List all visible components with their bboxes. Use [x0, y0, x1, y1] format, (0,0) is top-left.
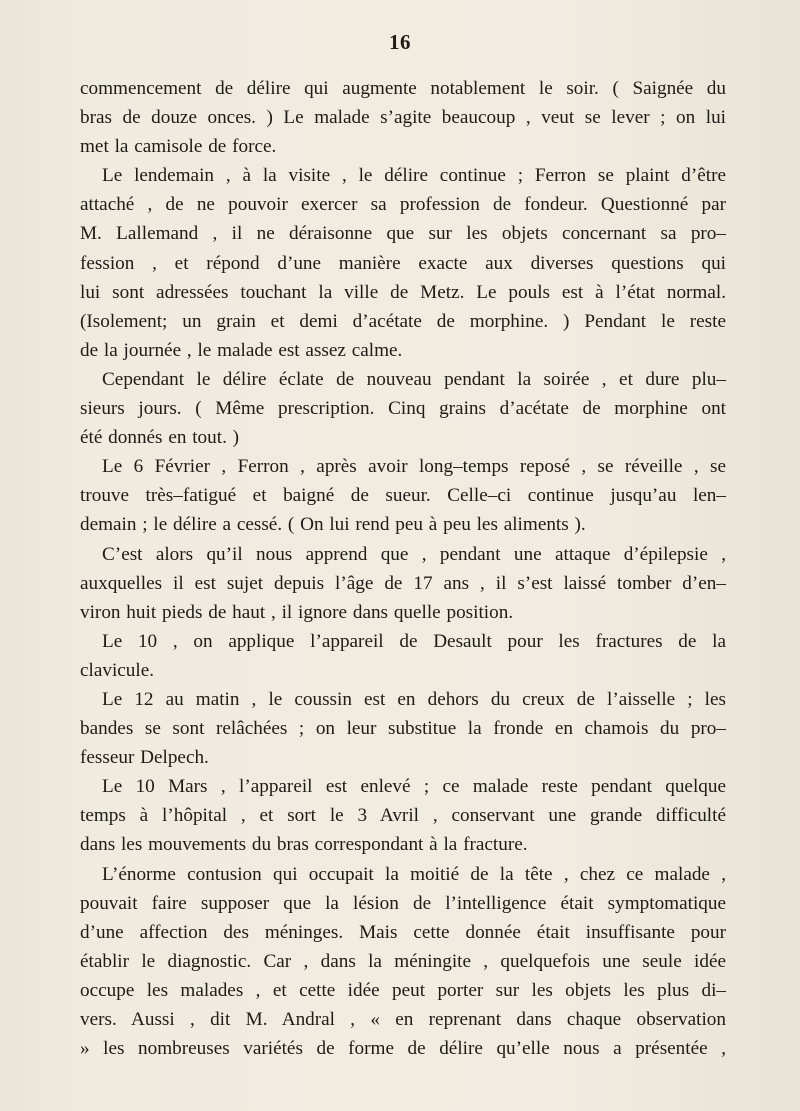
text-line: Le 10 Mars , l’appareil est enlevé ; ce malade reste pendant quelque — [102, 776, 726, 798]
text-line: Cependant le délire éclate de nouveau pendant la soirée , et dure plu– — [102, 368, 726, 390]
text-line: trouve très–fatigué et baigné de sueur. Celle–ci continue jusqu’au len– — [80, 485, 726, 507]
paragraph — [80, 452, 726, 539]
text-line: met la camisole de force. — [80, 136, 277, 158]
text-line: Le 10 , on applique l’appareil de Desault pour les fractures de la — [102, 630, 726, 652]
text-line: L’énorme contusion qui occupait la moitié de la tête , chez ce malade , — [102, 863, 726, 885]
text-line: d’une affection des méninges. Mais cette donnée était insuffisante pour — [80, 921, 726, 943]
text-line: bandes se sont relâchées ; on leur substitue la fronde en chamois du pro– — [80, 718, 726, 740]
text-line: lui sont adressées touchant la ville de Metz. Le pouls est à l’état normal. — [80, 281, 726, 303]
text-line: établir le diagnostic. Car , dans la méningite , quelquefois une seule idée — [80, 950, 726, 972]
text-line: auxquelles il est sujet depuis l’âge de 17 ans , il s’est laissé tomber d’en– — [80, 572, 726, 594]
text-line: clavicule. — [80, 659, 155, 681]
text-line: C’est alors qu’il nous apprend que , pendant une attaque d’épilepsie , — [102, 543, 726, 565]
text-line: viron huit pieds de haut , il ignore dans quelle position. — [80, 601, 514, 623]
text-line: de la journée , le malade est assez calme. — [80, 339, 403, 361]
text-line: demain ; le délire a cessé. ( On lui rend peu à peu les aliments ). — [80, 514, 586, 536]
paragraph — [80, 365, 726, 452]
text-line: fesseur Delpech. — [80, 747, 209, 769]
text-line: sieurs jours. ( Même prescription. Cinq grains d’acétate de morphine ont — [80, 398, 726, 420]
text-line: (Isolement; un grain et demi d’acétate de morphine. ) Pendant le reste — [80, 310, 726, 332]
paragraph — [80, 161, 726, 365]
text-line: vers. Aussi , dit M. Andral , « en reprenant dans chaque observation — [80, 1009, 726, 1030]
text-line: Le 12 au matin , le coussin est en dehors du creux de l’aisselle ; les — [102, 688, 726, 710]
text-line: M. Lallemand , il ne déraisonne que sur les objets concernant sa pro– — [80, 223, 726, 245]
text-line: Le 6 Février , Ferron , après avoir long–temps reposé , se réveille , se — [102, 456, 726, 478]
paragraph — [80, 860, 726, 1064]
text-line: occupe les malades , et cette idée peut porter sur les objets les plus di– — [80, 979, 726, 1001]
text-line: » les nombreuses variétés de forme de délire qu’elle nous a présentée , — [80, 1038, 726, 1060]
text-line: Le lendemain , à la visite , le délire continue ; Ferron se plaint d’être — [102, 165, 726, 187]
text-line: bras de douze onces. ) Le malade s’agite beaucoup , veut se lever ; on lui — [80, 107, 726, 129]
paragraph — [80, 627, 726, 685]
text-line: été donnés en tout. ) — [80, 427, 240, 449]
text-line: attaché , de ne pouvoir exercer sa profession de fondeur. Questionné par — [80, 194, 726, 216]
body-text — [80, 74, 726, 1063]
paragraph — [80, 772, 726, 859]
text-line: commencement de délire qui augmente notablement le soir. ( Saignée du — [80, 78, 726, 99]
text-line: pouvait faire supposer que la lésion de l’intelligence était symptomatique — [80, 892, 726, 914]
page-number: 16 — [389, 30, 411, 54]
text-line: fession , et répond d’une manière exacte aux diverses questions qui — [80, 252, 726, 274]
text-line: temps à l’hôpital , et sort le 3 Avril , conservant une grande difficulté — [80, 805, 726, 827]
paragraph — [80, 540, 726, 627]
paragraph — [80, 74, 726, 161]
paragraph — [80, 685, 726, 772]
text-line: dans les mouvements du bras correspondant à la fracture. — [80, 834, 528, 856]
